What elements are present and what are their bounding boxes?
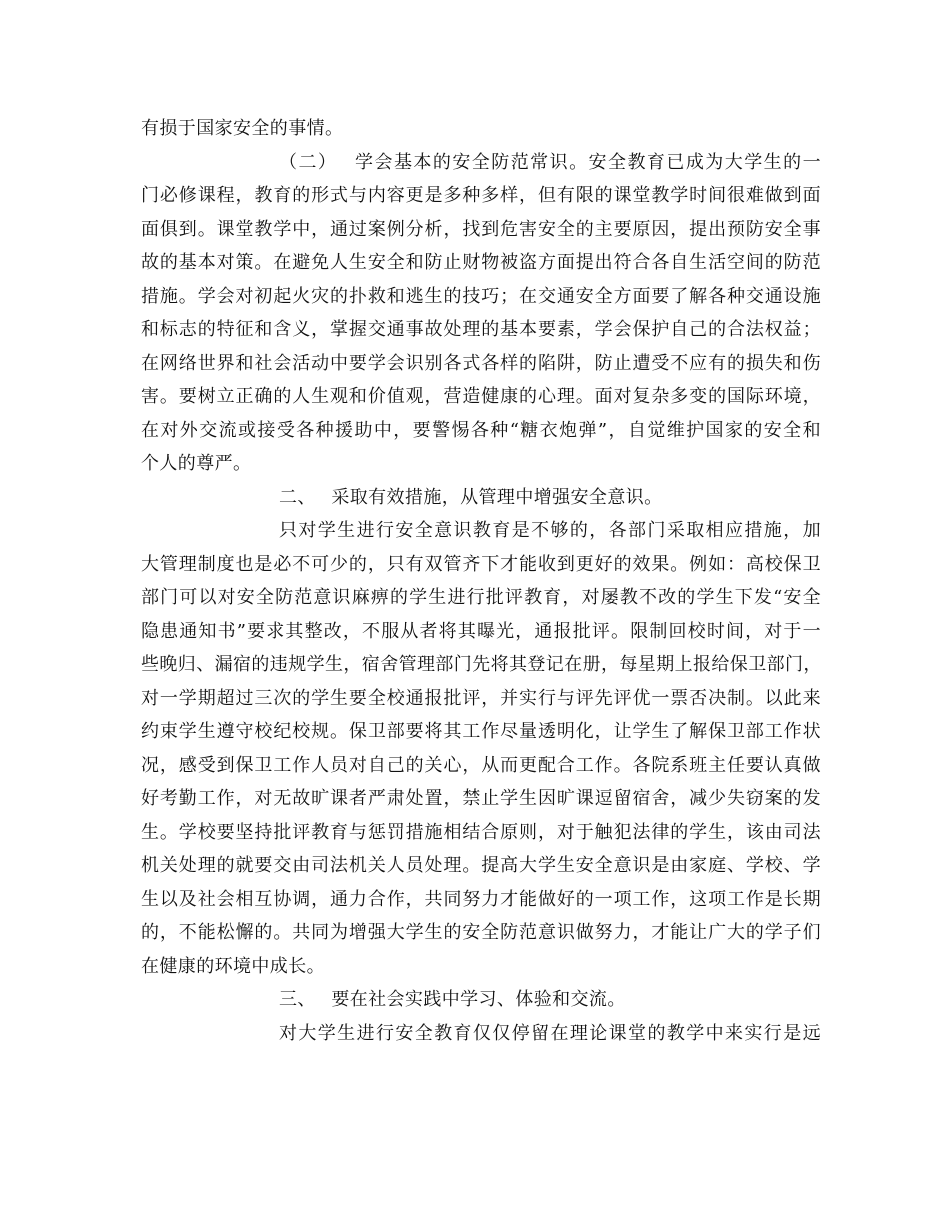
text-line: 部门可以对安全防范意识麻痹的学生进行批评教育，对屡教不改的学生下发“安全 — [141, 587, 821, 608]
text-line: 在健康的环境中成长。 — [141, 956, 325, 977]
text-line: 在对外交流或接受各种援助中，要警惕各种“糖衣炮弹”，自觉维护国家的安全和 — [141, 420, 821, 441]
text-line: 面俱到。课堂教学中，通过案例分析，找到危害安全的主要原因，提出预防安全事 — [141, 219, 821, 240]
text-line: 对大学生进行安全教育仅仅停留在理论课堂的教学中来实行是远 — [279, 1023, 821, 1044]
text-line: 况，感受到保卫工作人员对自己的关心，从而更配合工作。各院系班主任要认真做 — [141, 755, 821, 776]
text-line: 在网络世界和社会活动中要学会识别各式各样的陷阱，防止遭受不应有的损失和伤 — [141, 353, 821, 374]
text-line: 害。要树立正确的人生观和价值观，营造健康的心理。面对复杂多变的国际环境， — [141, 386, 821, 407]
text-line: 机关处理的就要交由司法机关人员处理。提高大学生安全意识是由家庭、学校、学 — [141, 855, 821, 876]
text-line: 和标志的特征和含义，掌握交通事故处理的基本要素，学会保护自己的合法权益； — [141, 319, 821, 340]
text-line: 只对学生进行安全意识教育是不够的，各部门采取相应措施，加 — [279, 520, 821, 541]
text-line: 大管理制度也是必不可少的，只有双管齐下才能收到更好的效果。例如：高校保卫 — [141, 554, 821, 575]
text-line: 好考勤工作，对无故旷课者严肃处置，禁止学生因旷课逗留宿舍，减少失窃案的发 — [141, 788, 821, 809]
text-line: （二） 学会基本的安全防范常识。安全教育已成为大学生的一 — [279, 152, 821, 173]
text-line: 故的基本对策。在避免人生安全和防止财物被盗方面提出符合各自生活空间的防范 — [141, 252, 821, 273]
text-line: 有损于国家安全的事情。 — [141, 118, 344, 139]
text-line: 生以及社会相互协调，通力合作，共同努力才能做好的一项工作，这项工作是长期 — [141, 889, 821, 910]
text-line: 个人的尊严。 — [141, 453, 252, 474]
text-line: 约束学生遵守校纪校规。保卫部要将其工作尽量透明化，让学生了解保卫部工作状 — [141, 721, 821, 742]
text-line: 隐患通知书”要求其整改，不服从者将其曝光，通报批评。限制回校时间，对于一 — [141, 621, 821, 642]
text-line: 生。学校要坚持批评教育与惩罚措施相结合原则，对于触犯法律的学生，该由司法 — [141, 822, 821, 843]
text-line: 对一学期超过三次的学生要全校通报批评，并实行与评先评优一票否决制。以此来 — [141, 688, 821, 709]
text-line: 三、 要在社会实践中学习、体验和交流。 — [279, 989, 626, 1010]
text-line: 门必修课程，教育的形式与内容更是多种多样，但有限的课堂教学时间很难做到面 — [141, 185, 821, 206]
text-line: 的，不能松懈的。共同为增强大学生的安全防范意识做努力，才能让广大的学子们 — [141, 922, 821, 943]
text-line: 些晚归、漏宿的违规学生，宿舍管理部门先将其登记在册，每星期上报给保卫部门， — [141, 654, 822, 675]
text-line: 措施。学会对初起火灾的扑救和逃生的技巧；在交通安全方面要了解各种交通设施 — [141, 286, 821, 307]
text-line: 二、 采取有效措施，从管理中增强安全意识。 — [279, 487, 663, 508]
